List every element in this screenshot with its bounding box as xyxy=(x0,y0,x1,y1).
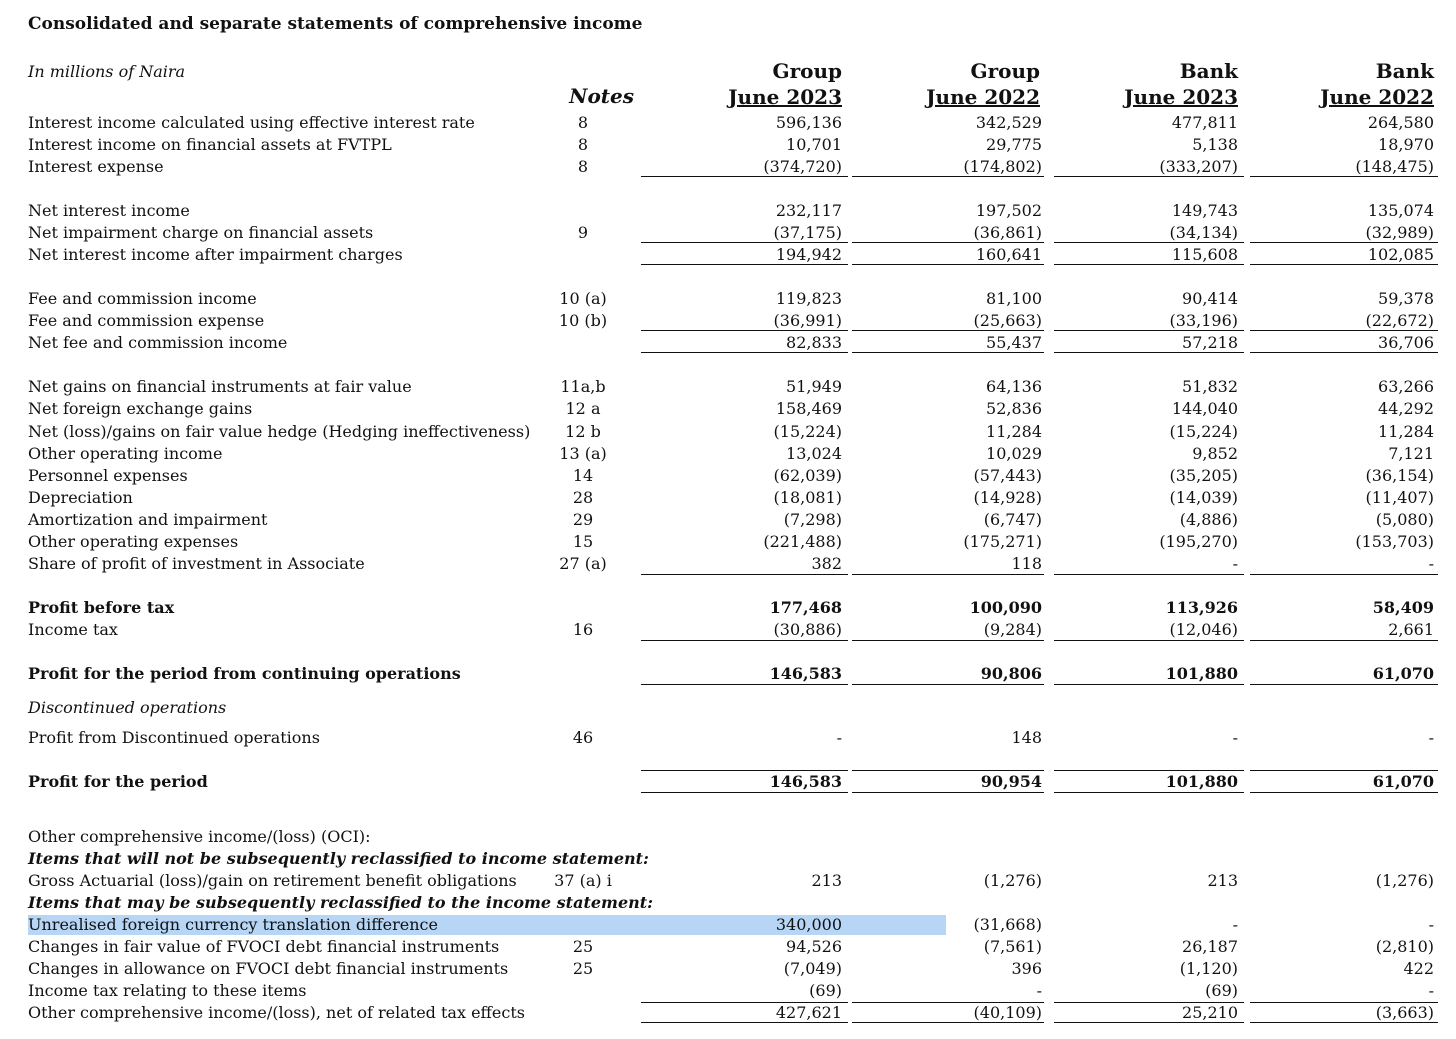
total-underline xyxy=(1054,330,1244,331)
bank-2023-value: (1,120) xyxy=(1179,959,1238,978)
total-underline xyxy=(1250,684,1438,685)
bank-2022-value: (32,989) xyxy=(1365,223,1434,242)
bank-2022-value: 63,266 xyxy=(1378,377,1434,396)
row-note: 11a,b xyxy=(560,377,606,396)
group-2023-value: 146,583 xyxy=(769,772,842,791)
row-label: Income tax xyxy=(28,620,118,639)
row-label: Changes in fair value of FVOCI debt financial instruments xyxy=(28,937,500,956)
group-2023-value: (69) xyxy=(809,981,842,1000)
total-underline xyxy=(852,1002,1044,1003)
row-note: 15 xyxy=(572,532,594,551)
row-label: Net gains on financial instruments at fair value xyxy=(28,377,412,396)
row-note: 28 xyxy=(572,488,594,507)
row-note: 29 xyxy=(572,510,594,529)
table-row xyxy=(0,332,1456,354)
row-note: 12 b xyxy=(565,422,601,441)
table-row xyxy=(0,697,1456,719)
table-row xyxy=(0,465,1456,487)
bank-2022-value: (2,810) xyxy=(1375,937,1434,956)
group-2022-value: 90,806 xyxy=(980,664,1042,683)
table-row xyxy=(0,619,1456,641)
group-2023-value: 194,942 xyxy=(775,245,842,264)
group-2023-value: 340,000 xyxy=(775,915,842,934)
total-underline xyxy=(641,574,848,575)
total-underline xyxy=(1250,176,1438,177)
row-note: 16 xyxy=(572,620,594,639)
row-label: Other operating expenses xyxy=(28,532,239,551)
table-row xyxy=(0,421,1456,443)
total-underline xyxy=(1250,640,1438,641)
bank-2022-value: - xyxy=(1428,981,1434,1000)
table-row xyxy=(0,771,1456,793)
group-2022-value: 118 xyxy=(1011,554,1042,573)
total-underline xyxy=(1250,770,1438,771)
bank-2022-value: (153,703) xyxy=(1355,532,1434,551)
group-2022-value: 342,529 xyxy=(975,113,1042,132)
table-row xyxy=(0,553,1456,575)
row-label: Net interest income after impairment charges xyxy=(28,245,403,264)
group-2022-value: 148 xyxy=(1011,728,1042,747)
table-row xyxy=(0,509,1456,531)
group-2022-value: (9,284) xyxy=(983,620,1042,639)
table-row xyxy=(0,980,1456,1002)
bank-2022-value: 102,085 xyxy=(1367,245,1434,264)
total-underline xyxy=(641,770,848,771)
table-row xyxy=(0,398,1456,420)
bank-2023-value: 57,218 xyxy=(1182,333,1238,352)
bank-2022-value: 135,074 xyxy=(1367,201,1434,220)
group-2022-value: 64,136 xyxy=(986,377,1042,396)
row-label: Discontinued operations xyxy=(28,698,227,717)
group-2022-value: (40,109) xyxy=(973,1003,1042,1022)
group-2022-value: 160,641 xyxy=(975,245,1042,264)
total-underline xyxy=(1054,792,1244,793)
total-underline xyxy=(1250,1022,1438,1023)
row-label: Share of profit of investment in Associate xyxy=(28,554,365,573)
bank-2023-value: (15,224) xyxy=(1169,422,1238,441)
total-underline xyxy=(1250,1002,1438,1003)
table-row xyxy=(0,826,1456,848)
total-underline xyxy=(1250,574,1438,575)
table-row xyxy=(0,222,1456,244)
table-row xyxy=(0,156,1456,178)
row-label: Fee and commission expense xyxy=(28,311,265,330)
group-2023-value: 232,117 xyxy=(775,201,842,220)
bank-2022-value: - xyxy=(1428,728,1434,747)
row-note: 25 xyxy=(572,937,594,956)
group-2022-value: (175,271) xyxy=(963,532,1042,551)
group-2022-value: 197,502 xyxy=(975,201,1042,220)
group-2023-value: 94,526 xyxy=(786,937,842,956)
total-underline xyxy=(1250,792,1438,793)
row-label: Items that may be subsequently reclassified to the income statement: xyxy=(28,893,654,912)
row-note: 13 (a) xyxy=(559,444,607,463)
total-underline xyxy=(1250,264,1438,265)
total-underline xyxy=(1250,242,1438,243)
bank-2022-value: (36,154) xyxy=(1365,466,1434,485)
row-label: Profit from Discontinued operations xyxy=(28,728,320,747)
table-row xyxy=(0,936,1456,958)
row-label: Other comprehensive income/(loss) (OCI): xyxy=(28,827,371,846)
row-note: 9 xyxy=(577,223,589,242)
bank-2022-value: - xyxy=(1428,915,1434,934)
bank-2023-value: 90,414 xyxy=(1182,289,1238,308)
row-note: 8 xyxy=(577,157,589,176)
total-underline xyxy=(1250,352,1438,353)
bank-2022-value: 61,070 xyxy=(1372,664,1434,683)
group-2023-value: 13,024 xyxy=(786,444,842,463)
bank-2023-value: 115,608 xyxy=(1171,245,1238,264)
row-label: Gross Actuarial (loss)/gain on retirement benefit obligations xyxy=(28,871,517,890)
unit-label: In millions of Naira xyxy=(28,62,186,81)
group-2022-value: 29,775 xyxy=(986,135,1042,154)
bank-2023-value: 5,138 xyxy=(1192,135,1238,154)
bank-2022-value: (1,276) xyxy=(1375,871,1434,890)
bank-2022-value: 59,378 xyxy=(1378,289,1434,308)
table-row xyxy=(0,727,1456,749)
bank-2023-value: 144,040 xyxy=(1171,399,1238,418)
total-underline xyxy=(852,242,1044,243)
row-note: 37 (a) i xyxy=(554,871,612,890)
group-2023-value: 146,583 xyxy=(769,664,842,683)
total-underline xyxy=(1054,770,1244,771)
group-2023-value: 213 xyxy=(811,871,842,890)
table-row xyxy=(0,531,1456,553)
group-2023-value: (30,886) xyxy=(773,620,842,639)
row-note: 27 (a) xyxy=(559,554,607,573)
group-2023-value: (15,224) xyxy=(773,422,842,441)
row-label: Net (loss)/gains on fair value hedge (Hedging ineffectiveness) xyxy=(28,422,531,441)
bank-2022-value: 11,284 xyxy=(1378,422,1434,441)
bank-2023-value: 101,880 xyxy=(1165,772,1238,791)
notes-column-header: Notes xyxy=(569,84,634,108)
row-note: 10 (b) xyxy=(558,311,608,330)
row-label: Depreciation xyxy=(28,488,133,507)
row-note: 25 xyxy=(572,959,594,978)
group-2023-value: 177,468 xyxy=(769,598,842,617)
table-row xyxy=(0,870,1456,892)
table-row xyxy=(0,288,1456,310)
total-underline xyxy=(641,1002,848,1003)
total-underline xyxy=(852,264,1044,265)
table-row xyxy=(0,376,1456,398)
row-note: 46 xyxy=(572,728,594,747)
group-2023-value: (62,039) xyxy=(773,466,842,485)
table-row xyxy=(0,487,1456,509)
group-2023-value: 82,833 xyxy=(786,333,842,352)
row-note: 12 a xyxy=(565,399,601,418)
group-2022-value: (6,747) xyxy=(983,510,1042,529)
total-underline xyxy=(1054,1002,1244,1003)
row-label: Profit before tax xyxy=(28,598,175,617)
row-label: Net foreign exchange gains xyxy=(28,399,253,418)
total-underline xyxy=(641,176,848,177)
group-2022-value: - xyxy=(1036,981,1042,1000)
row-label: Interest income calculated using effective interest rate xyxy=(28,113,475,132)
bank-2023-value: (14,039) xyxy=(1169,488,1238,507)
row-note: 8 xyxy=(577,113,589,132)
group-2022-value: (25,663) xyxy=(973,311,1042,330)
bank-2022-value: 44,292 xyxy=(1378,399,1434,418)
row-label: Unrealised foreign currency translation difference xyxy=(28,915,438,934)
total-underline xyxy=(1054,352,1244,353)
table-row xyxy=(0,112,1456,134)
bank-2023-value: (195,270) xyxy=(1159,532,1238,551)
row-label: Net interest income xyxy=(28,201,190,220)
group-2023-value: 382 xyxy=(811,554,842,573)
group-2023-value: 51,949 xyxy=(786,377,842,396)
column-header-group-2022: Group June 2022 xyxy=(926,59,1040,109)
group-2023-value: (18,081) xyxy=(773,488,842,507)
group-2023-value: (7,298) xyxy=(783,510,842,529)
bank-2023-value: (333,207) xyxy=(1159,157,1238,176)
table-row xyxy=(0,958,1456,980)
bank-2023-value: 477,811 xyxy=(1171,113,1238,132)
statement-title: Consolidated and separate statements of comprehensive income xyxy=(28,14,643,34)
table-row xyxy=(0,134,1456,156)
bank-2022-value: 422 xyxy=(1403,959,1434,978)
bank-2023-value: (4,886) xyxy=(1179,510,1238,529)
bank-2023-value: - xyxy=(1232,915,1238,934)
group-2022-value: (31,668) xyxy=(973,915,1042,934)
bank-2022-value: 2,661 xyxy=(1388,620,1434,639)
total-underline xyxy=(1250,330,1438,331)
bank-2023-value: 25,210 xyxy=(1182,1003,1238,1022)
group-2022-value: (1,276) xyxy=(983,871,1042,890)
row-note: 10 (a) xyxy=(559,289,607,308)
row-label: Other comprehensive income/(loss), net of related tax effects xyxy=(28,1003,525,1022)
bank-2023-value: 9,852 xyxy=(1192,444,1238,463)
bank-2022-value: (5,080) xyxy=(1375,510,1434,529)
bank-2022-value: - xyxy=(1428,554,1434,573)
table-row xyxy=(0,443,1456,465)
group-2022-value: (36,861) xyxy=(973,223,1042,242)
table-row xyxy=(0,663,1456,685)
row-label: Changes in allowance on FVOCI debt financial instruments xyxy=(28,959,509,978)
bank-2022-value: 18,970 xyxy=(1378,135,1434,154)
column-header-bank-2022: Bank June 2022 xyxy=(1320,59,1434,109)
table-row xyxy=(0,1002,1456,1024)
group-2023-value: - xyxy=(836,728,842,747)
row-label: Interest income on financial assets at FVTPL xyxy=(28,135,392,154)
bank-2022-value: (3,663) xyxy=(1375,1003,1434,1022)
group-2022-value: (174,802) xyxy=(963,157,1042,176)
bank-2023-value: 213 xyxy=(1207,871,1238,890)
row-label: Net fee and commission income xyxy=(28,333,288,352)
group-2023-value: 596,136 xyxy=(775,113,842,132)
bank-2022-value: 264,580 xyxy=(1367,113,1434,132)
group-2023-value: 10,701 xyxy=(786,135,842,154)
group-2022-value: (14,928) xyxy=(973,488,1042,507)
total-underline xyxy=(1054,242,1244,243)
total-underline xyxy=(1054,176,1244,177)
group-2023-value: 119,823 xyxy=(775,289,842,308)
group-2023-value: (37,175) xyxy=(773,223,842,242)
group-2023-value: 427,621 xyxy=(775,1003,842,1022)
total-underline xyxy=(852,574,1044,575)
total-underline xyxy=(641,684,848,685)
total-underline xyxy=(641,330,848,331)
bank-2022-value: (148,475) xyxy=(1355,157,1434,176)
group-2022-value: (7,561) xyxy=(983,937,1042,956)
bank-2023-value: (69) xyxy=(1205,981,1238,1000)
row-label: Profit for the period xyxy=(28,772,208,791)
total-underline xyxy=(641,792,848,793)
group-2023-value: (374,720) xyxy=(763,157,842,176)
table-row xyxy=(0,914,1456,936)
group-2022-value: 396 xyxy=(1011,959,1042,978)
bank-2022-value: (22,672) xyxy=(1365,311,1434,330)
total-underline xyxy=(1054,640,1244,641)
table-row xyxy=(0,597,1456,619)
total-underline xyxy=(1054,684,1244,685)
bank-2023-value: - xyxy=(1232,728,1238,747)
bank-2023-value: 51,832 xyxy=(1182,377,1238,396)
bank-2023-value: 149,743 xyxy=(1171,201,1238,220)
group-2022-value: 81,100 xyxy=(986,289,1042,308)
group-2023-value: (36,991) xyxy=(773,311,842,330)
row-label: Amortization and impairment xyxy=(28,510,268,529)
total-underline xyxy=(852,640,1044,641)
total-underline xyxy=(852,792,1044,793)
group-2022-value: (57,443) xyxy=(973,466,1042,485)
bank-2023-value: - xyxy=(1232,554,1238,573)
group-2022-value: 100,090 xyxy=(969,598,1042,617)
bank-2023-value: (34,134) xyxy=(1169,223,1238,242)
total-underline xyxy=(641,640,848,641)
bank-2022-value: (11,407) xyxy=(1365,488,1434,507)
table-row xyxy=(0,244,1456,266)
column-header-bank-2023: Bank June 2023 xyxy=(1124,59,1238,109)
total-underline xyxy=(852,1022,1044,1023)
bank-2023-value: (12,046) xyxy=(1169,620,1238,639)
group-2023-value: 158,469 xyxy=(775,399,842,418)
total-underline xyxy=(641,1022,848,1023)
group-2022-value: 90,954 xyxy=(980,772,1042,791)
bank-2023-value: 113,926 xyxy=(1165,598,1238,617)
bank-2022-value: 36,706 xyxy=(1378,333,1434,352)
total-underline xyxy=(1054,264,1244,265)
bank-2023-value: (33,196) xyxy=(1169,311,1238,330)
bank-2022-value: 7,121 xyxy=(1388,444,1434,463)
row-label: Items that will not be subsequently reclassified to income statement: xyxy=(28,849,649,868)
table-row xyxy=(0,848,1456,870)
bank-2023-value: 101,880 xyxy=(1165,664,1238,683)
row-label: Profit for the period from continuing operations xyxy=(28,664,461,683)
total-underline xyxy=(852,770,1044,771)
total-underline xyxy=(852,176,1044,177)
row-label: Income tax relating to these items xyxy=(28,981,307,1000)
table-row xyxy=(0,892,1456,914)
column-header-group-2023: Group June 2023 xyxy=(728,59,842,109)
bank-2022-value: 61,070 xyxy=(1372,772,1434,791)
group-2022-value: 11,284 xyxy=(986,422,1042,441)
table-row xyxy=(0,200,1456,222)
row-label: Interest expense xyxy=(28,157,164,176)
group-2022-value: 10,029 xyxy=(986,444,1042,463)
total-underline xyxy=(1054,574,1244,575)
total-underline xyxy=(852,330,1044,331)
row-note: 14 xyxy=(572,466,594,485)
total-underline xyxy=(1054,1022,1244,1023)
total-underline xyxy=(641,264,848,265)
total-underline xyxy=(641,352,848,353)
total-underline xyxy=(641,242,848,243)
row-label: Net impairment charge on financial assets xyxy=(28,223,374,242)
group-2022-value: 55,437 xyxy=(986,333,1042,352)
table-row xyxy=(0,310,1456,332)
row-label: Fee and commission income xyxy=(28,289,257,308)
group-2023-value: (221,488) xyxy=(763,532,842,551)
row-label: Personnel expenses xyxy=(28,466,188,485)
group-2022-value: 52,836 xyxy=(986,399,1042,418)
row-note: 8 xyxy=(577,135,589,154)
bank-2023-value: 26,187 xyxy=(1182,937,1238,956)
bank-2023-value: (35,205) xyxy=(1169,466,1238,485)
row-label: Other operating income xyxy=(28,444,223,463)
total-underline xyxy=(852,684,1044,685)
total-underline xyxy=(852,352,1044,353)
group-2023-value: (7,049) xyxy=(783,959,842,978)
bank-2022-value: 58,409 xyxy=(1372,598,1434,617)
